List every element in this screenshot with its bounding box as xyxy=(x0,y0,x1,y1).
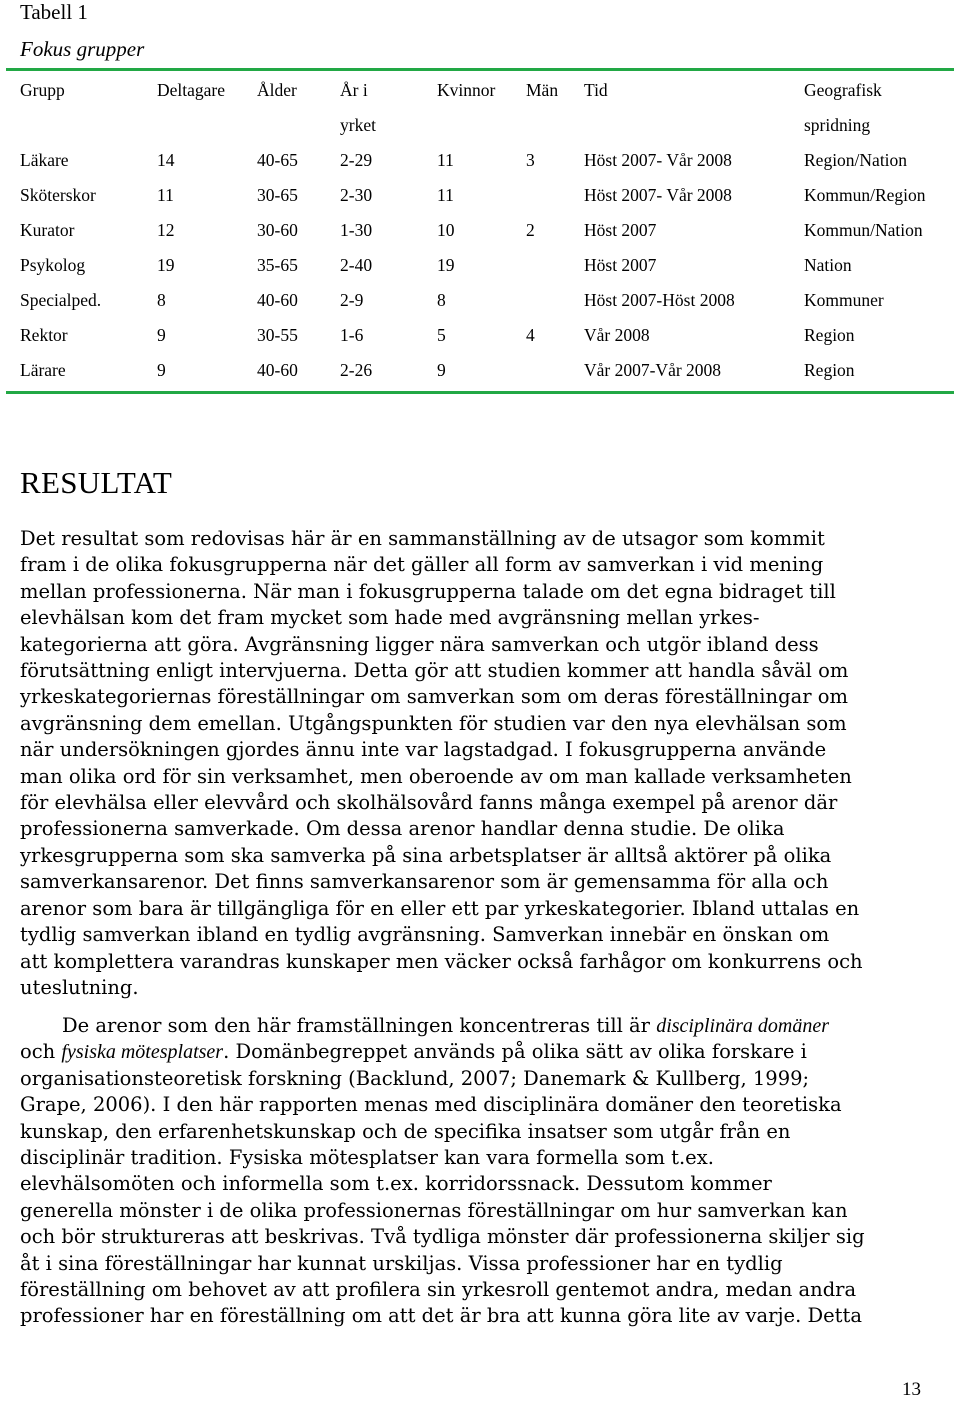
column-header-man: Män xyxy=(526,80,559,100)
text-run: . Domänbegreppet används på olika sätt av olika forskare i xyxy=(223,1040,807,1064)
italic-term-disciplinary-domains: disciplinära domäner xyxy=(656,1015,829,1037)
column-header-tid: Tid xyxy=(584,80,608,100)
text-line: åt i sina föreställningar har kunnat urskiljas. Vissa professioner har en tydlig xyxy=(20,1251,783,1275)
text-line: mellan professionerna. När man i fokusgrupperna talade om det egna bidraget till xyxy=(20,579,836,603)
cell-ar-i-yrket: 2-9 xyxy=(340,290,364,310)
cell-grupp: Psykolog xyxy=(20,255,86,275)
text-run: De arenor som den här framställningen koncentreras till är xyxy=(62,1014,657,1037)
cell-geografisk-spridning: Kommun/Nation xyxy=(804,220,923,240)
text-line: organisationsteoretisk forskning (Backlund, 2007; Danemark & Kullberg, 1999; xyxy=(20,1066,810,1090)
cell-man: 3 xyxy=(526,150,535,170)
cell-tid: Vår 2007-Vår 2008 xyxy=(584,360,722,380)
text-line: fram i de olika fokusgrupperna när det gäller all form av samverkan i vid mening xyxy=(20,553,824,577)
text-line: generella mönster i de olika professionernas föreställningar om hur samverkan kan xyxy=(20,1198,848,1222)
text-line: för elevhälsa eller elevvård och skolhälsovård fanns många exempel på arenor där xyxy=(20,791,838,815)
cell-alder: 40-60 xyxy=(257,290,298,310)
text-line xyxy=(20,1013,920,1039)
cell-deltagare: 11 xyxy=(157,185,174,205)
cell-ar-i-yrket: 2-40 xyxy=(340,255,373,275)
cell-grupp: Specialped. xyxy=(20,290,102,310)
cell-deltagare: 8 xyxy=(157,290,166,310)
table-title: Tabell 1 xyxy=(20,0,88,24)
text-line: förutsättning enligt intervjuerna. Detta gör att studien kommer att handla såväl om xyxy=(20,659,849,683)
cell-geografisk-spridning: Region xyxy=(804,360,855,380)
table-row xyxy=(0,356,960,384)
text-line: kategorierna att göra. Avgränsning ligger nära samverkan och utgör ibland dess xyxy=(20,632,819,656)
result-paragraph-2 xyxy=(20,1013,920,1330)
column-header-grupp: Grupp xyxy=(20,80,65,100)
cell-man: 4 xyxy=(526,325,535,345)
cell-kvinnor: 8 xyxy=(437,290,446,310)
cell-tid: Höst 2007 xyxy=(584,220,657,240)
cell-geografisk-spridning: Kommun/Region xyxy=(804,185,926,205)
text-line: samverkansarenor. Det finns samverkansarenor som är gemensamma för alla och xyxy=(20,870,829,894)
cell-geografisk-spridning: Region xyxy=(804,325,855,345)
text-line: Grape, 2006). I den här rapporten menas med disciplinära domäner den teoretiska xyxy=(20,1093,842,1117)
table-row xyxy=(0,216,960,244)
text-run: och xyxy=(20,1040,62,1064)
italic-term-physical-meeting-places: fysiska mötesplatser xyxy=(61,1041,224,1064)
text-line: professionerna samverkade. Om dessa arenor handlar denna studie. De olika xyxy=(20,817,785,841)
result-paragraph-1 xyxy=(20,526,920,1001)
text-line: elevhälsomöten och informella som t.ex. korridorssnack. Dessutom kommer xyxy=(20,1172,772,1196)
text-line: när undersökningen gjordes ännu inte var lagstadgad. I fokusgrupperna använde xyxy=(20,738,827,762)
text-line: Det resultat som redovisas här är en sammanställning av de utsagor som kommit xyxy=(20,527,825,550)
page-number: 13 xyxy=(902,1379,921,1400)
text-line: tydlig samverkan ibland en tydlig avgränsning. Samverkan innebär en önskan om xyxy=(20,923,830,947)
table-subtitle: Fokus grupper xyxy=(20,37,145,61)
text-line: yrkesgrupperna som ska samverka på sina arbetsplatser är alltså aktörer på olika xyxy=(20,843,832,867)
text-line: elevhälsan kom det fram mycket som hade med avgränsning mellan yrkes- xyxy=(20,606,760,630)
cell-alder: 40-60 xyxy=(257,360,298,380)
text-line: kunskap, den erfarenhetskunskap och de specifika insatser som utgår från en xyxy=(20,1119,791,1143)
cell-deltagare: 14 xyxy=(157,150,175,170)
cell-grupp: Sköterskor xyxy=(20,185,96,205)
text-line: professioner har en föreställning om att det är bra att kunna göra lite av varje. Detta xyxy=(20,1304,862,1328)
cell-man: 2 xyxy=(526,220,535,240)
text-line: disciplinär tradition. Fysiska mötesplatser kan vara formella som t.ex. xyxy=(20,1146,714,1170)
text-line: arenor som bara är tillgängliga för en eller ett par yrkeskategorier. Ibland uttalas en xyxy=(20,896,860,920)
cell-ar-i-yrket: 2-26 xyxy=(340,360,373,380)
column-header-alder: Ålder xyxy=(257,80,297,100)
cell-ar-i-yrket: 1-6 xyxy=(340,325,364,345)
cell-geografisk-spridning: Region/Nation xyxy=(804,150,908,170)
table-header-row xyxy=(0,76,960,104)
text-line: att komplettera varandras kunskaper men väcker också farhågor om konkurrens och xyxy=(20,949,863,973)
text-line: föreställning om behovet av att profilera sin yrkesroll gentemot andra, medan andra xyxy=(20,1278,857,1302)
text-line xyxy=(20,1039,920,1065)
text-line: yrkeskategoriernas föreställningar om samverkan som om deras föreställningar om xyxy=(20,685,848,709)
table-bottom-rule xyxy=(6,391,954,394)
column-header-geografisk: Geografisk xyxy=(804,80,882,100)
text-line: uteslutning. xyxy=(20,975,139,999)
cell-tid: Höst 2007-Höst 2008 xyxy=(584,290,735,310)
text-line: avgränsning dem emellan. Utgångspunkten för studien var den nya elevhälsan som xyxy=(20,711,847,735)
cell-tid: Vår 2008 xyxy=(584,325,650,345)
cell-kvinnor: 19 xyxy=(437,255,455,275)
cell-kvinnor: 11 xyxy=(437,150,454,170)
cell-alder: 30-65 xyxy=(257,185,298,205)
cell-kvinnor: 11 xyxy=(437,185,454,205)
cell-tid: Höst 2007- Vår 2008 xyxy=(584,185,732,205)
cell-alder: 30-60 xyxy=(257,220,298,240)
cell-geografisk-spridning: Nation xyxy=(804,255,852,275)
section-heading: RESULTAT xyxy=(20,465,173,500)
table-row xyxy=(0,146,960,174)
cell-ar-i-yrket: 1-30 xyxy=(340,220,373,240)
cell-ar-i-yrket: 2-29 xyxy=(340,150,373,170)
cell-deltagare: 9 xyxy=(157,325,166,345)
cell-deltagare: 9 xyxy=(157,360,166,380)
table-row xyxy=(0,286,960,314)
cell-alder: 30-55 xyxy=(257,325,298,345)
column-header-kvinnor: Kvinnor xyxy=(437,80,496,100)
cell-deltagare: 19 xyxy=(157,255,175,275)
cell-geografisk-spridning: Kommuner xyxy=(804,290,884,310)
cell-alder: 35-65 xyxy=(257,255,298,275)
table-row xyxy=(0,251,960,279)
column-header-yrket: yrket xyxy=(340,115,376,135)
cell-grupp: Läkare xyxy=(20,150,69,170)
table-top-rule xyxy=(6,68,954,71)
table-header-row-2 xyxy=(0,111,960,139)
cell-tid: Höst 2007 xyxy=(584,255,657,275)
cell-grupp: Lärare xyxy=(20,360,66,380)
column-header-deltagare: Deltagare xyxy=(157,80,226,100)
cell-grupp: Kurator xyxy=(20,220,75,240)
column-header-spridning: spridning xyxy=(804,115,871,135)
cell-kvinnor: 10 xyxy=(437,220,455,240)
cell-deltagare: 12 xyxy=(157,220,175,240)
table-row xyxy=(0,321,960,349)
cell-ar-i-yrket: 2-30 xyxy=(340,185,373,205)
cell-kvinnor: 5 xyxy=(437,325,446,345)
text-line: man olika ord för sin verksamhet, men oberoende av om man kallade verksamheten xyxy=(20,764,852,788)
cell-alder: 40-65 xyxy=(257,150,298,170)
cell-tid: Höst 2007- Vår 2008 xyxy=(584,150,732,170)
cell-grupp: Rektor xyxy=(20,325,68,345)
table-row xyxy=(0,181,960,209)
column-header-ar-i: År i xyxy=(340,80,368,100)
cell-kvinnor: 9 xyxy=(437,360,446,380)
text-line: och bör struktureras att beskrivas. Två tydliga mönster där professionerna skiljer sig xyxy=(20,1225,865,1249)
